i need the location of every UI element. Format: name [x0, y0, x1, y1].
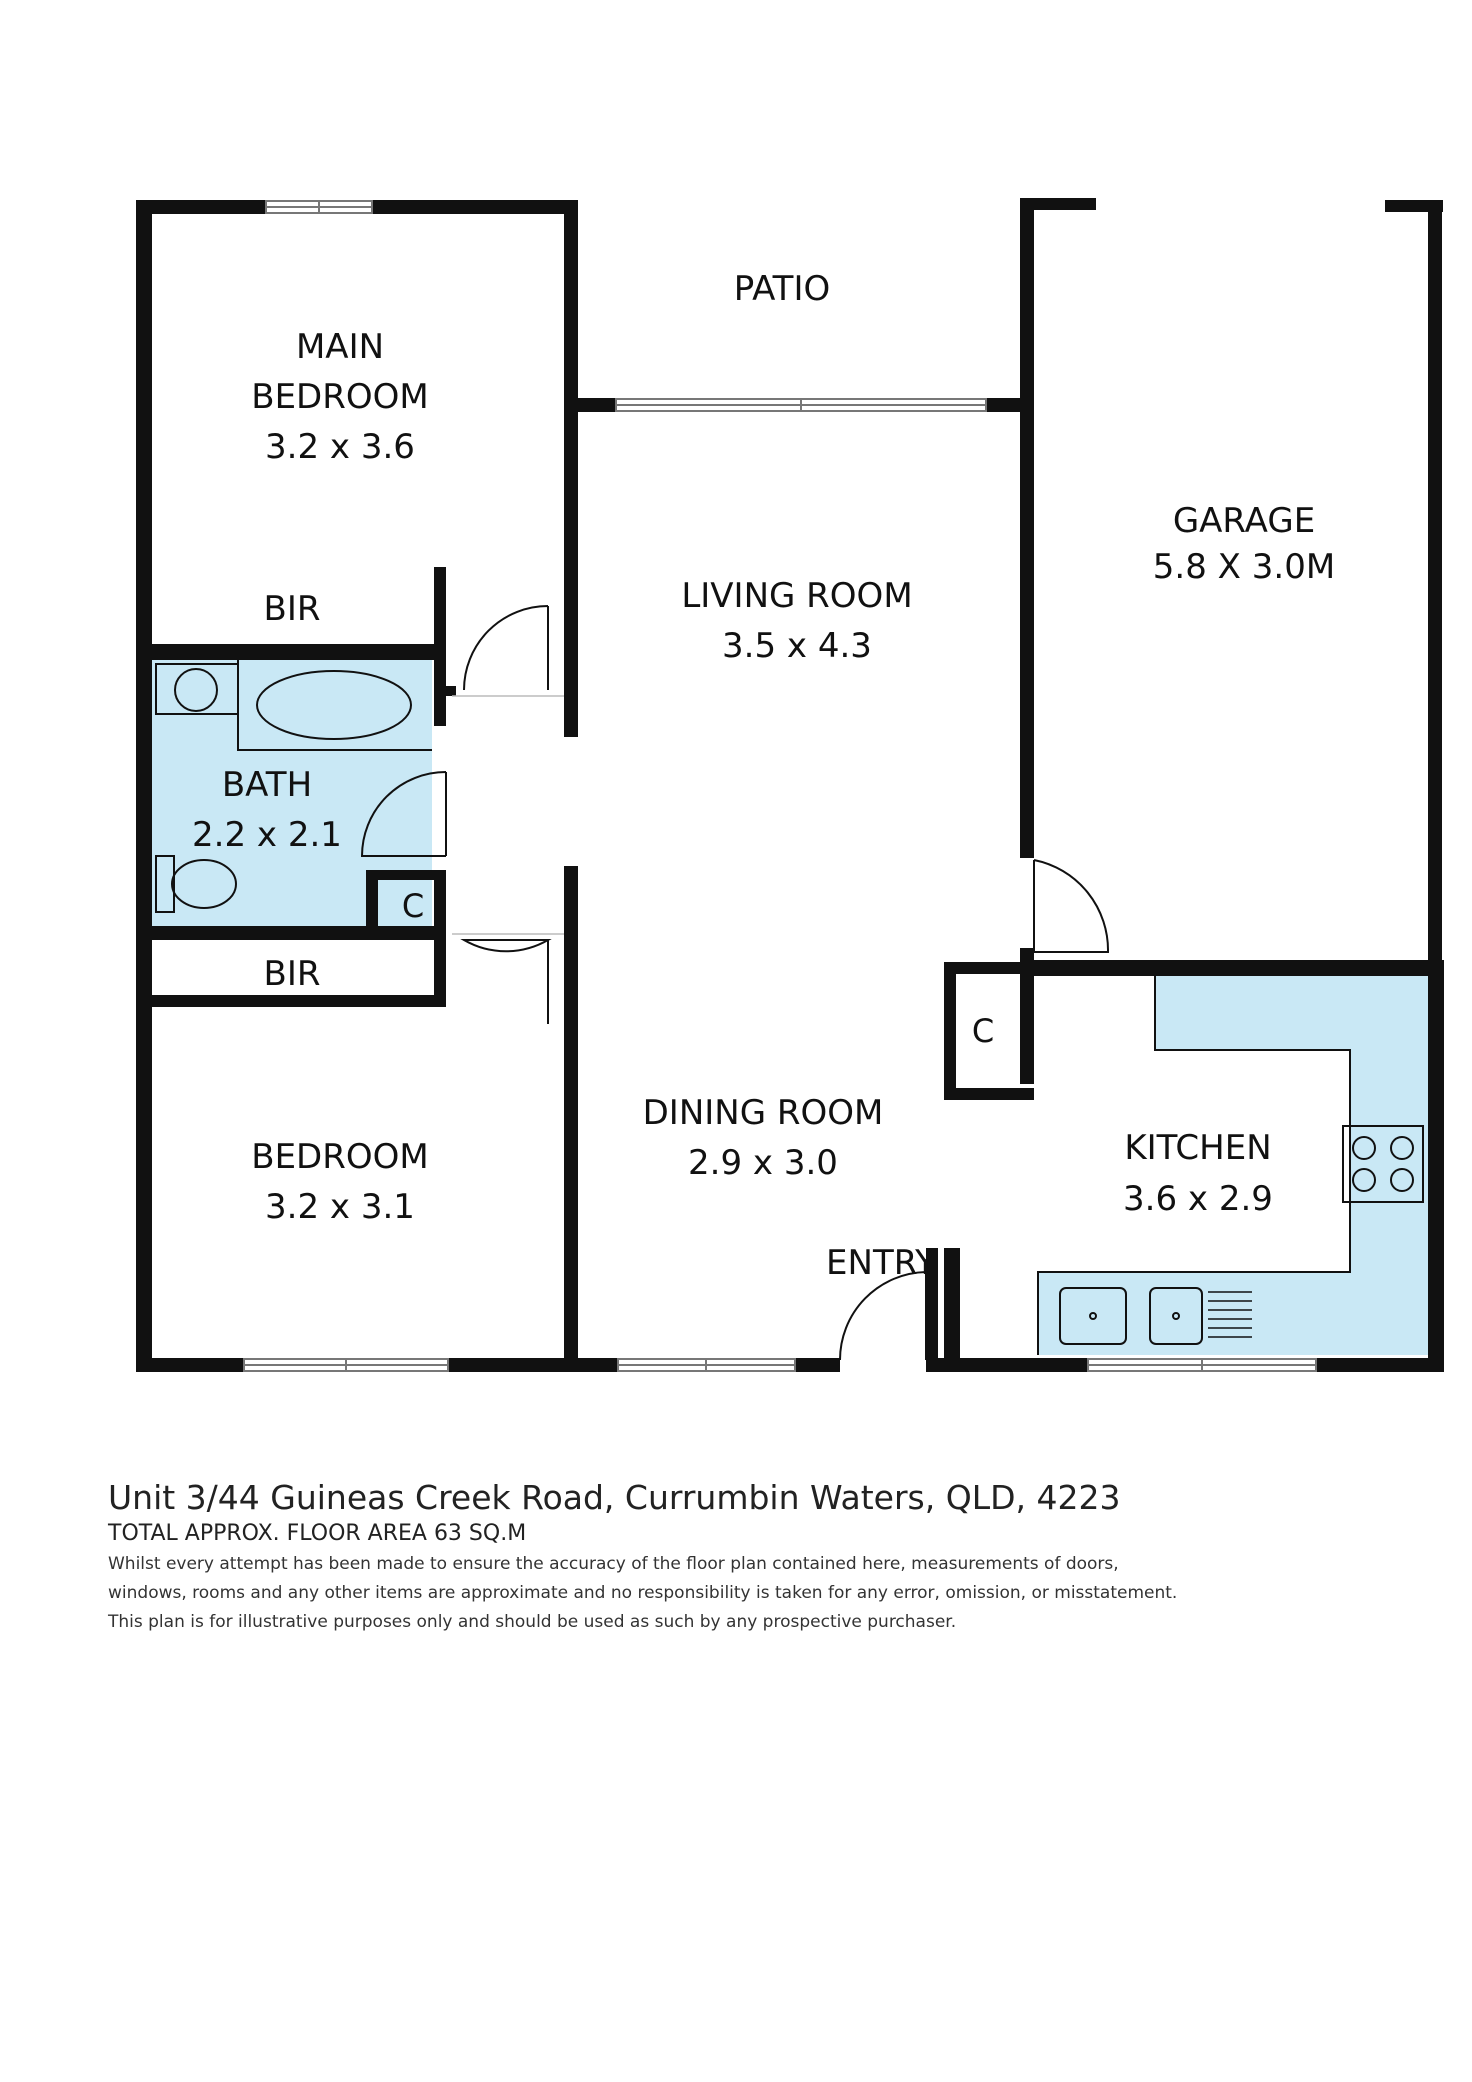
wall-kc-left: [944, 962, 956, 1100]
doors: [362, 606, 1108, 1360]
wall-bath-right: [434, 656, 446, 726]
wall-main-bedroom-right: [564, 200, 578, 400]
wall-bir-top-right: [434, 567, 446, 656]
property-address: Unit 3/44 Guineas Creek Road, Currumbin Waters, QLD, 4223: [108, 1478, 1121, 1517]
wall-top-main-bedroom-b: [372, 200, 578, 214]
dining-room-label: DINING ROOM: [642, 1093, 884, 1133]
bath-size: 2.2 x 2.1: [192, 815, 342, 855]
door-entry: [840, 1272, 926, 1360]
bedroom-size: 3.2 x 3.1: [265, 1187, 415, 1227]
door-garage: [1034, 860, 1108, 952]
wall-bottom-b: [448, 1358, 618, 1372]
wall-living-left-lower: [564, 866, 578, 1372]
wall-bottom-e: [1316, 1358, 1444, 1372]
wall-bir-top-bottom: [136, 644, 446, 660]
wall-hall-top: [446, 686, 456, 696]
wall-left: [136, 200, 152, 1372]
main-bedroom-label-line1: MAIN: [295, 327, 385, 367]
bedroom-label: BEDROOM: [251, 1137, 429, 1177]
disclaimer: [108, 1550, 1428, 1637]
wall-garage-left: [1020, 200, 1034, 400]
wall-bath-bottom: [136, 926, 446, 940]
garage-label: GARAGE: [1172, 501, 1316, 541]
wall-kitchen-left-lower: [944, 1248, 960, 1372]
wall-living-top-a: [564, 398, 616, 412]
bath-label: BATH: [221, 765, 313, 805]
bir-bottom-label: BIR: [263, 954, 321, 994]
total-floor-area: TOTAL APPROX. FLOOR AREA 63 SQ.M: [108, 1521, 527, 1546]
kitchen-label: KITCHEN: [1124, 1128, 1272, 1168]
main-bedroom-label-line2: BEDROOM: [251, 377, 429, 417]
wall-bottom-c: [795, 1358, 840, 1372]
cupboard-kitchen-label: C: [971, 1012, 995, 1050]
wall-garage-right: [1428, 200, 1442, 960]
door-bedroom: [464, 940, 548, 1024]
disclaimer-line: This plan is for illustrative purposes only and should be used as such by any prospective purchaser.: [108, 1612, 957, 1632]
wall-bir-bottom-bottom: [136, 995, 446, 1007]
door-main-bedroom: [464, 606, 548, 690]
wall-top-main-bedroom-a: [136, 200, 266, 214]
wall-cupboard-left: [366, 870, 378, 940]
entry-label: ENTRY: [826, 1243, 936, 1283]
dining-room-size: 2.9 x 3.0: [688, 1143, 838, 1183]
plan-footer: [108, 1478, 1428, 1637]
living-room-size: 3.5 x 4.3: [722, 626, 872, 666]
disclaimer-line: windows, rooms and any other items are approximate and no responsibility is taken for any error, omission, or misstatement.: [108, 1583, 1178, 1603]
wall-living-right: [1020, 398, 1034, 858]
wall-main-bedroom-right-b: [564, 400, 578, 737]
disclaimer-line: Whilst every attempt has been made to ensure the accuracy of the floor plan contained here, measurements of doors,: [108, 1554, 1119, 1574]
kitchen-size: 3.6 x 2.9: [1123, 1179, 1273, 1219]
wall-cupboard-right: [434, 870, 446, 940]
cupboard-hall-label: C: [401, 887, 425, 925]
wall-kitchen-top: [1020, 960, 1444, 976]
wall-garage-top-left: [1020, 198, 1096, 210]
patio-label: PATIO: [733, 269, 831, 309]
wall-kitchen-right: [1428, 960, 1444, 1372]
wall-kc-bottom: [944, 1088, 1034, 1100]
main-bedroom-size: 3.2 x 3.6: [265, 427, 415, 467]
living-room-label: LIVING ROOM: [681, 576, 913, 616]
wall-bottom-a: [136, 1358, 244, 1372]
bir-top-label: BIR: [263, 589, 321, 629]
garage-size: 5.8 X 3.0M: [1152, 547, 1336, 587]
